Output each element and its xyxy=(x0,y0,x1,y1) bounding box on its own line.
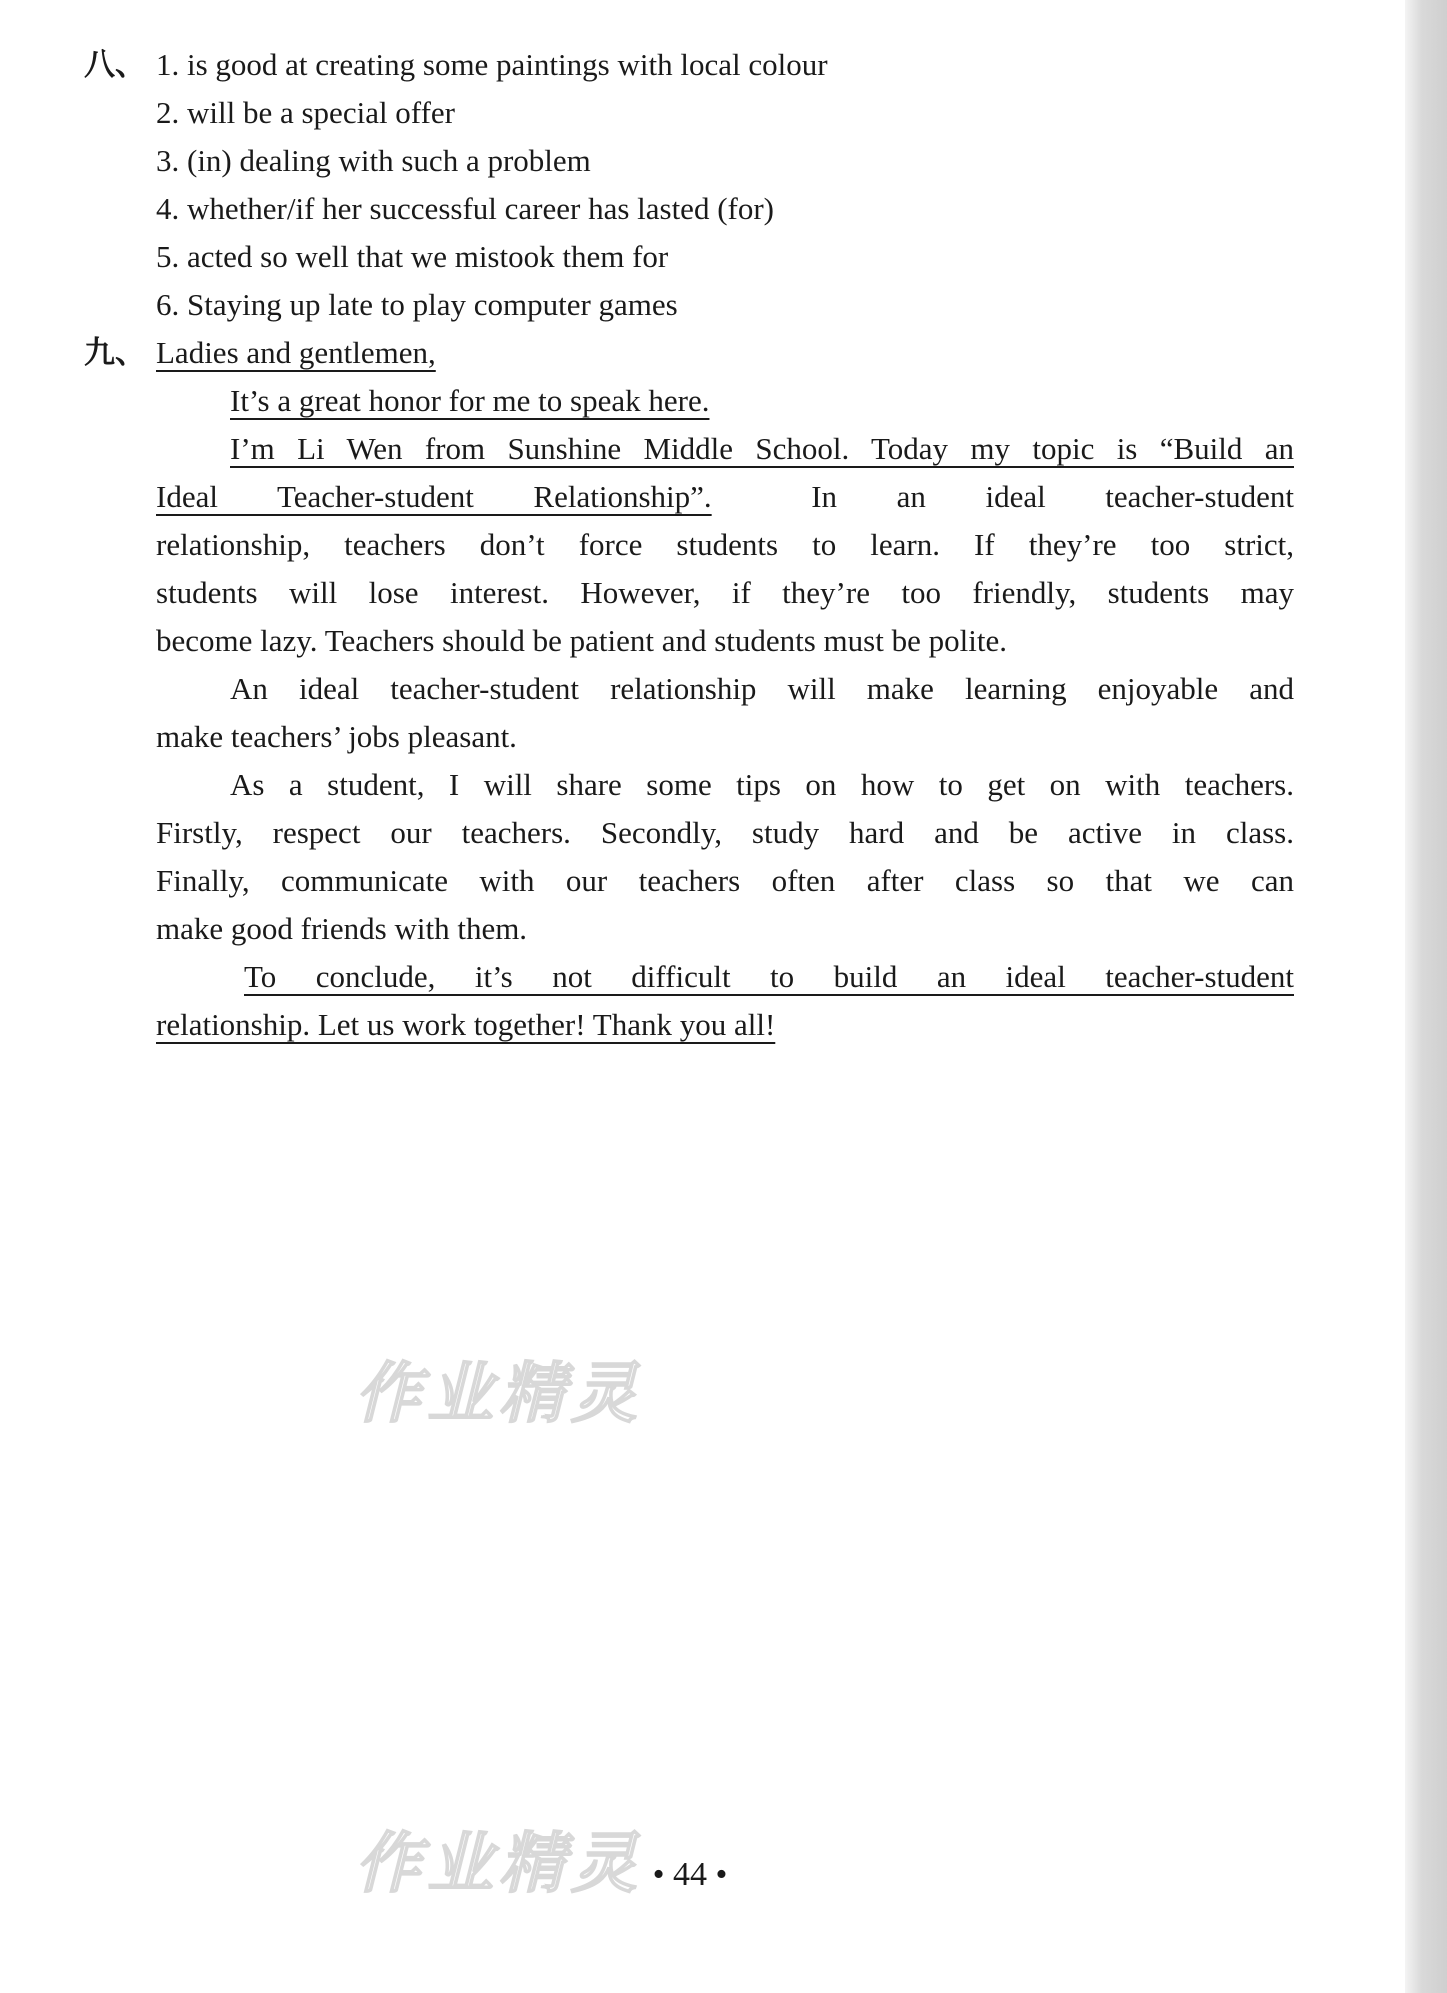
watermark-logo: 作业精灵 xyxy=(355,1355,643,1432)
speech-opening: It’s a great honor for me to speak here. xyxy=(230,383,710,418)
speech-p2-line2: make teachers’ jobs pleasant. xyxy=(156,719,517,754)
speech-closing-line2: relationship. Let us work together! Thank you all! xyxy=(156,1007,776,1042)
answer-item-4: 4. whether/if her successful career has lasted (for) xyxy=(156,191,774,226)
speech-closing-line1 xyxy=(156,957,1294,997)
answer-item-3: 3. (in) dealing with such a problem xyxy=(156,143,591,178)
speech-p2-line1-text: An ideal teacher-student relationship will make learning enjoyable and xyxy=(230,671,1294,706)
speech-p1-line5: become lazy. Teachers should be patient and students must be polite. xyxy=(156,623,1007,658)
speech-closing-line1-text: To conclude, it’s not difficult to build an ideal teacher-student xyxy=(244,959,1294,994)
speech-p1-line1-text: I’m Li Wen from Sunshine Middle School. Today my topic is “Build an xyxy=(230,431,1294,466)
speech-p1-line4: students will lose interest. However, if they’re too friendly, students may xyxy=(156,575,1294,610)
speech-p1-line2-rest: In an ideal teacher-student xyxy=(811,479,1295,514)
speech-p1-line1 xyxy=(156,429,1294,469)
speech-p3-line2: Firstly, respect our teachers. Secondly, study hard and be active in class. xyxy=(156,815,1294,850)
speech-p2-line1 xyxy=(156,669,1294,709)
speech-p1-line2 xyxy=(156,477,1294,517)
section-8-marker: 八、 xyxy=(84,47,146,83)
answer-item-5: 5. acted so well that we mistook them for xyxy=(156,239,669,274)
watermark-logo-bottom: 作业精灵 xyxy=(355,1825,643,1902)
answer-item-6: 6. Staying up late to play computer games xyxy=(156,287,678,322)
speech-p3-line1-text: As a student, I will share some tips on how to get on with teachers. xyxy=(230,767,1294,802)
answer-item-1: 1. is good at creating some paintings with local colour xyxy=(156,47,828,82)
speech-p1-line3: relationship, teachers don’t force students to learn. If they’re too strict, xyxy=(156,527,1294,562)
speech-greeting: Ladies and gentlemen, xyxy=(156,335,436,370)
section-9-marker: 九、 xyxy=(84,335,146,371)
speech-p3-line3: Finally, communicate with our teachers often after class so that we can xyxy=(156,863,1294,898)
scan-edge-shadow xyxy=(1405,0,1447,1993)
speech-p3-line4: make good friends with them. xyxy=(156,911,528,946)
answer-item-2: 2. will be a special offer xyxy=(156,95,455,130)
speech-p3-line1 xyxy=(156,765,1294,805)
speech-topic-underlined: Ideal Teacher-student Relationship”. xyxy=(156,479,712,514)
page-number: • 44 • xyxy=(652,1856,728,1893)
